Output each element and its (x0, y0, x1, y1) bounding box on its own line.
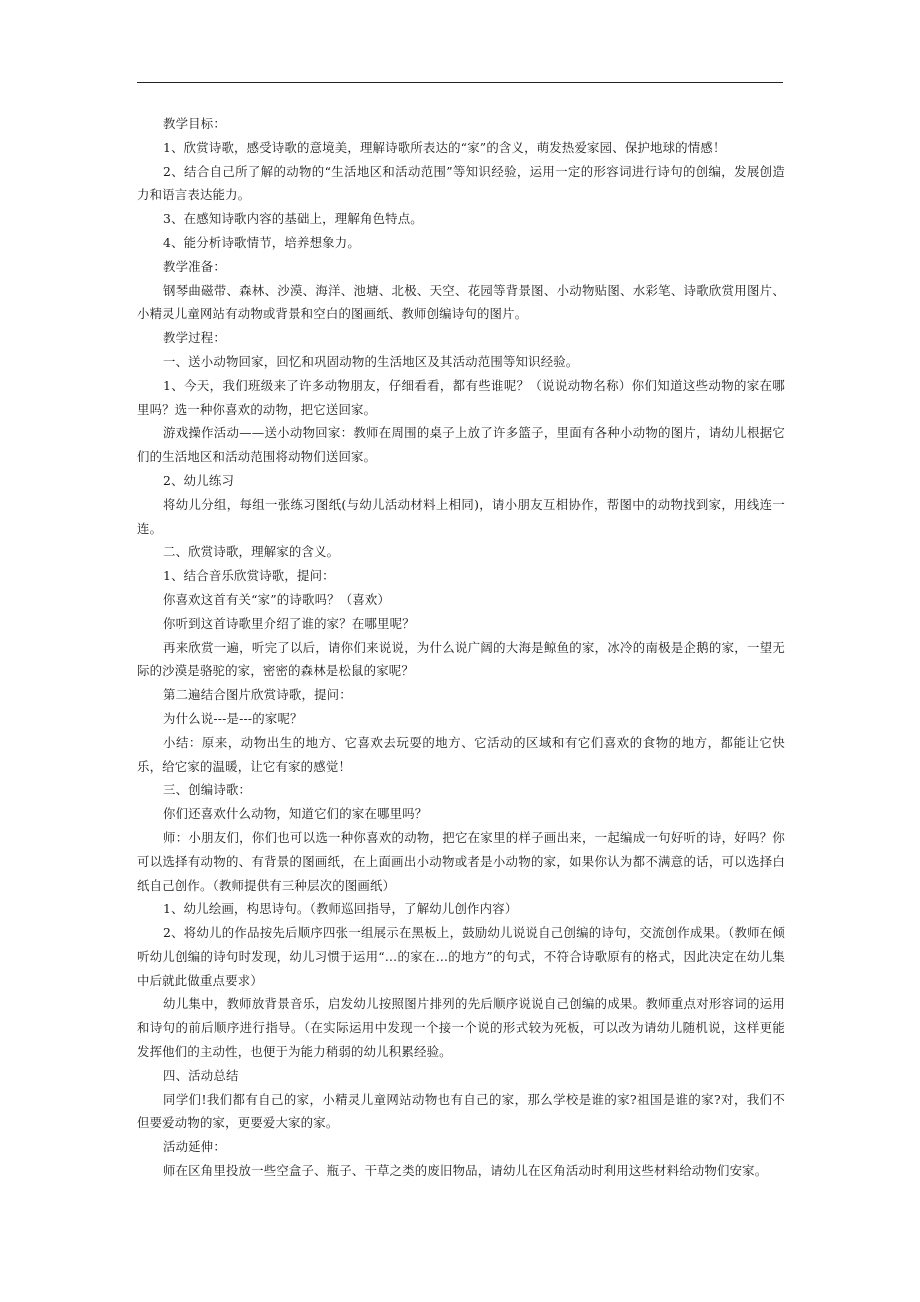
section-heading: 三、创编诗歌： (163, 782, 252, 798)
paragraph: 1、今天，我们班级来了许多动物朋友，仔细看看，都有些谁呢？（说说动物名称）你们知道这些动物的家在哪里吗？选一种你喜欢的动物，把它送回家。 (137, 377, 785, 417)
section-heading: 四、活动总结 (163, 1067, 239, 1083)
paragraph: 你喜欢这首有关“家”的诗歌吗？（喜欢） (163, 591, 391, 607)
header-rule (137, 82, 783, 83)
paragraph: 钢琴曲磁带、森林、沙漠、海洋、池塘、北极、天空、花园等背景图、小动物贴图、水彩笔、诗歌欣赏用图片、小精灵儿童网站有动物或背景和空白的图画纸、教师创编诗句的图片。 (137, 282, 785, 322)
paragraph: 同学们!我们都有自己的家，小精灵儿童网站动物也有自己的家，那么学校是谁的家?祖国是谁的家?对，我们不但要爱动物的家，更要爱大家的家。 (137, 1091, 785, 1131)
paragraph: 幼儿集中，教师放背景音乐，启发幼儿按照图片排列的先后顺序说说自己创编的成果。教师重点对形容词的运用和诗句的前后顺序进行指导。（在实际运用中发现一个接一个说的形式较为死板，可以改为请幼儿随机说，这样更能发挥他们的主动性，也便于为能力稍弱的幼儿积累经验。 (137, 996, 785, 1060)
paragraph: 1、幼儿绘画，构思诗句。（教师巡回指导，了解幼儿创作内容） (163, 901, 518, 917)
paragraph: 再来欣赏一遍，听完了以后，请你们来说说，为什么说广阔的大海是鲸鱼的家，冰冷的南极是企鹅的家，一望无际的沙漠是骆驼的家，密密的森林是松鼠的家呢？ (137, 639, 785, 679)
paragraph-heading-preparation: 教学准备： (163, 258, 226, 274)
document-body (137, 112, 785, 1183)
paragraph: 2、幼儿练习 (163, 472, 235, 488)
paragraph: 你们还喜欢什么动物，知道它们的家在哪里吗？ (163, 806, 428, 822)
paragraph: 师在区角里投放一些空盒子、瓶子、干草之类的废旧物品，请幼儿在区角活动时利用这些材料给动物们安家。 (163, 1163, 768, 1179)
paragraph: 第二遍结合图片欣赏诗歌，提问： (163, 687, 352, 703)
paragraph: 1、结合音乐欣赏诗歌，提问： (163, 568, 335, 584)
paragraph: 将幼儿分组，每组一张练习图纸(与幼儿活动材料上相同)，请小朋友互相协作，帮图中的动物找到家，用线连一连。 (137, 496, 785, 536)
paragraph: 2、结合自己所了解的动物的“生活地区和活动范围”等知识经验，运用一定的形容词进行诗句的创编，发展创造力和语言表达能力。 (137, 163, 785, 203)
section-heading: 一、送小动物回家，回忆和巩固动物的生活地区及其活动范围等知识经验。 (163, 353, 579, 369)
paragraph-heading-extension: 活动延伸： (163, 1139, 226, 1155)
paragraph: 小结：原来，动物出生的地方、它喜欢去玩耍的地方、它活动的区域和有它们喜欢的食物的地方，都能让它快乐，给它家的温暖，让它有家的感觉！ (137, 734, 785, 774)
paragraph-heading-process: 教学过程： (163, 330, 226, 346)
paragraph: 游戏操作活动——送小动物回家：教师在周围的桌子上放了许多篮子，里面有各种小动物的图片，请幼儿根据它们的生活地区和活动范围将动物们送回家。 (137, 425, 785, 465)
section-heading: 二、欣赏诗歌，理解家的含义。 (163, 544, 340, 560)
paragraph: 师：小朋友们，你们也可以选一种你喜欢的动物，把它在家里的样子画出来，一起编成一句好听的诗，好吗？你可以选择有动物的、有背景的图画纸，在上面画出小动物或者是小动物的家，如果你认为都不满意的话，可以选择白纸自己创作。（教师提供有三种层次的图画纸） (137, 829, 785, 893)
paragraph: 3、在感知诗歌内容的基础上，理解角色特点。 (163, 211, 423, 227)
paragraph: 1、欣赏诗歌，感受诗歌的意境美，理解诗歌所表达的“家”的含义，萌发热爱家园、保护地球的情感！ (163, 139, 726, 155)
paragraph: 你听到这首诗歌里介绍了谁的家？在哪里呢？ (163, 615, 415, 631)
paragraph: 4、能分析诗歌情节，培养想象力。 (163, 234, 360, 250)
paragraph-heading-goals: 教学目标： (163, 116, 226, 131)
paragraph: 为什么说---是---的家呢？ (163, 710, 303, 726)
paragraph: 2、将幼儿的作品按先后顺序四张一组展示在黑板上，鼓励幼儿说说自己创编的诗句，交流创作成果。（教师在倾听幼儿创编的诗句时发现，幼儿习惯于运用“…的家在…的地方”的句式，不符合诗歌原有的格式，因此决定在幼儿集中后就此做重点要求） (137, 925, 785, 988)
